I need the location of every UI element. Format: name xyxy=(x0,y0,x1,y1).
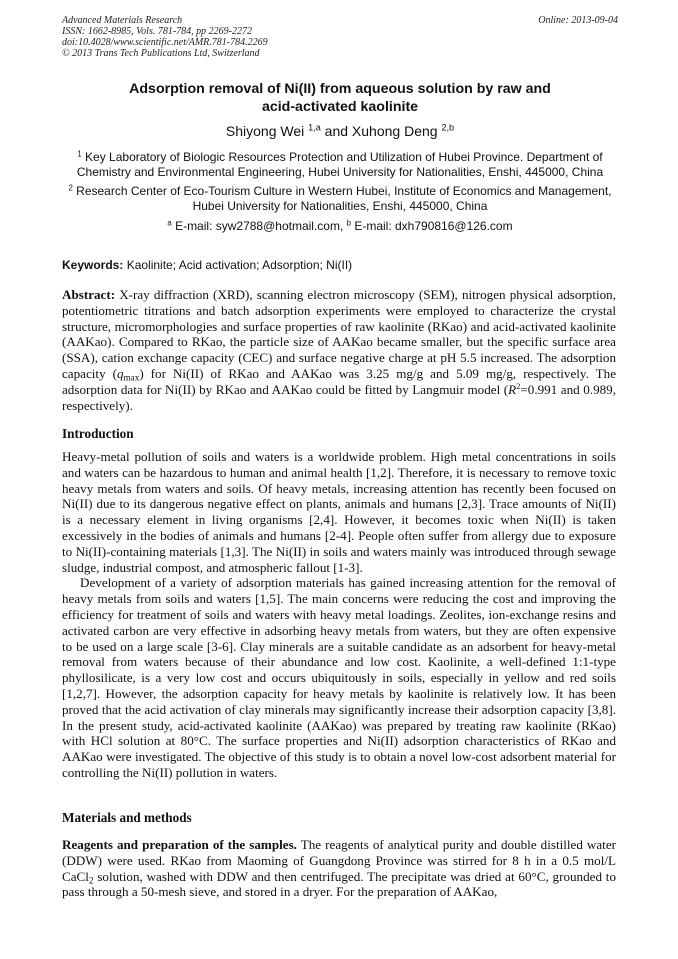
issn-line: ISSN: 1662-8985, Vols. 781-784, pp 2269-2272 xyxy=(62,26,252,37)
q-symbol: q xyxy=(117,365,124,381)
q-subscript: max xyxy=(123,372,140,383)
abstract-text-3: =0.991 and 0.989, respectively). xyxy=(62,381,616,413)
introduction-paragraph-1: Heavy-metal pollution of soils and waters is a worldwide problem. High metal concentrations in soils and waters can be hazardous to human and animal health [1,2]. Therefore, it is necessary to remove toxic heavy metals from waters and soils. Of heavy metals, increasing attention has recently been focused on Ni(II) due to its dangerous negative effect on plants, animals and humans [2,3]. Trace amounts of Ni(II) is a necessary element in living organisms [2,4]. However, it becomes toxic when Ni(II) is taken excessively in the bodies of animals and humans [2-4]. People often suffer from allergy due to exposure to Ni(II)-containing materials [1,3]. The Ni(II) in soils and waters mainly was introduced through sewage sludge, industrial compost, and atmospheric fallout [1-3]. xyxy=(62,449,616,575)
keywords xyxy=(62,258,618,273)
author-2-affiliation-mark: 2,b xyxy=(441,122,455,133)
affiliation-2 xyxy=(62,184,618,214)
online-date: Online: 2013-09-04 xyxy=(538,15,618,26)
reagents-paragraph xyxy=(62,837,616,900)
affiliation-1-mark: 1 xyxy=(77,149,82,159)
email-line xyxy=(62,219,618,234)
affiliation-1 xyxy=(62,150,618,180)
journal-header xyxy=(62,15,618,59)
journal-name: Advanced Materials Research xyxy=(62,15,183,26)
author-list xyxy=(62,122,618,140)
r-symbol: R xyxy=(508,381,517,397)
r-superscript: 2 xyxy=(516,380,521,391)
introduction-body xyxy=(62,449,616,781)
abstract-label: Abstract: xyxy=(62,287,116,302)
doi-line: doi:10.4028/www.scientific.net/AMR.781-784.2269 xyxy=(62,37,268,48)
reagents-text-2: solution, washed with DDW and then centrifuged. The precipitate was dried at 60°C, grounded to pass through a 50-mesh sieve, and stored in a dryer. For the preparation of AAKao, xyxy=(62,868,616,900)
affiliation-2-text: Research Center of Eco-Tourism Culture in Western Hubei, Institute of Economics and Management, Hubei University for Nationalities, Enshi, 445000, China xyxy=(76,184,612,213)
email-a: E-mail: syw2788@hotmail.com, xyxy=(175,219,344,233)
paper-title xyxy=(62,80,618,116)
keywords-label: Keywords: xyxy=(62,258,124,272)
introduction-paragraph-2: Development of a variety of adsorption materials has gained increasing attention for the removal of heavy metals from soils and waters [1,5]. The main concerns were reducing the cost and improving the efficiency for treatment of soils and waters with heavy metal loadings. Zeolites, ion-exchange resins and activated carbon are very effective in adsorbing heavy metals from waters, but they are often expensive to be used on a large scale [3-6]. Clay minerals are a suitable candidate as an adsorbent for heavy-metal removal from waters because of their abundance and low cost. Kaolinite, a well-defined 1:1-type phyllosilicate, is a very low cost and occurs ubiquitously in soils, especially in yellow and red soils [1,2,7]. However, the adsorption capacity for heavy metals by kaolinite is relatively low. It has been proved that the acid activation of clay minerals may significantly increase their adsorption capacity [3,8]. In the present study, acid-activated kaolinite (AAKao) was prepared by treating raw kaolinite (RKao) with HCl solution at 80°C. The surface properties and Ni(II) adsorption characteristics of RKao and AAKao were investigated. The objective of this study is to obtain a novel low-cost adsorbent material for controlling the Ni(II) pollution in waters. xyxy=(62,575,616,780)
introduction-heading: Introduction xyxy=(62,426,134,441)
copyright-line: © 2013 Trans Tech Publications Ltd, Switzerland xyxy=(62,48,260,59)
author-1: Shiyong Wei xyxy=(225,123,305,139)
reagents-lead: Reagents and preparation of the samples. xyxy=(62,837,297,852)
abstract-text-2: ) for Ni(II) of RKao and AAKao was 3.25 mg/g and 5.09 mg/g, respectively. The adsorption data for Ni(II) by RKao and AAKao could be fitted by Langmuir model ( xyxy=(62,365,617,397)
affiliation-1-text: Key Laboratory of Biologic Resources Protection and Utilization of Hubei Province. Department of Chemistry and Environmental Engineering, Hubei University for Nationalities, Enshi, 445000, China xyxy=(76,150,604,179)
abstract xyxy=(62,287,616,413)
abstract-text-1: X-ray diffraction (XRD), scanning electron microscopy (SEM), nitrogen physical adsorption, potentiometric titrations and batch adsorption experiments were employed to characterize the crystal structure, micromorphologies and surface properties of raw kaolinite (RKao) and acid-activated kaolinite (AAKao). Compared to RKao, the particle size of AAKao became smaller, but the specific surface area (SSA), cation exchange capacity (CEC) and surface negative charge at pH 5.5 increased. The adsorption capacity ( xyxy=(62,287,616,381)
email-b-mark: b xyxy=(346,218,351,228)
title-line-1: Adsorption removal of Ni(II) from aqueous solution by raw and xyxy=(129,81,551,97)
email-b: E-mail: dxh790816@126.com xyxy=(354,219,513,233)
email-a-mark: a xyxy=(167,218,172,228)
reagents-text-1: The reagents of analytical purity and double distilled water (DDW) were used. RKao from Maoming of Guangdong Province was stirred for 8 h in a 0.5 mol/L CaCl xyxy=(62,837,616,884)
affiliation-2-mark: 2 xyxy=(68,183,73,193)
author-1-affiliation-mark: 1,a xyxy=(308,122,321,133)
cacl-subscript: 2 xyxy=(88,874,94,885)
author-2: and Xuhong Deng xyxy=(324,123,438,139)
title-line-2: acid-activated kaolinite xyxy=(261,99,419,115)
methods-heading: Materials and methods xyxy=(62,810,192,825)
keywords-text: Kaolinite; Acid activation; Adsorption; Ni(II) xyxy=(126,258,353,272)
